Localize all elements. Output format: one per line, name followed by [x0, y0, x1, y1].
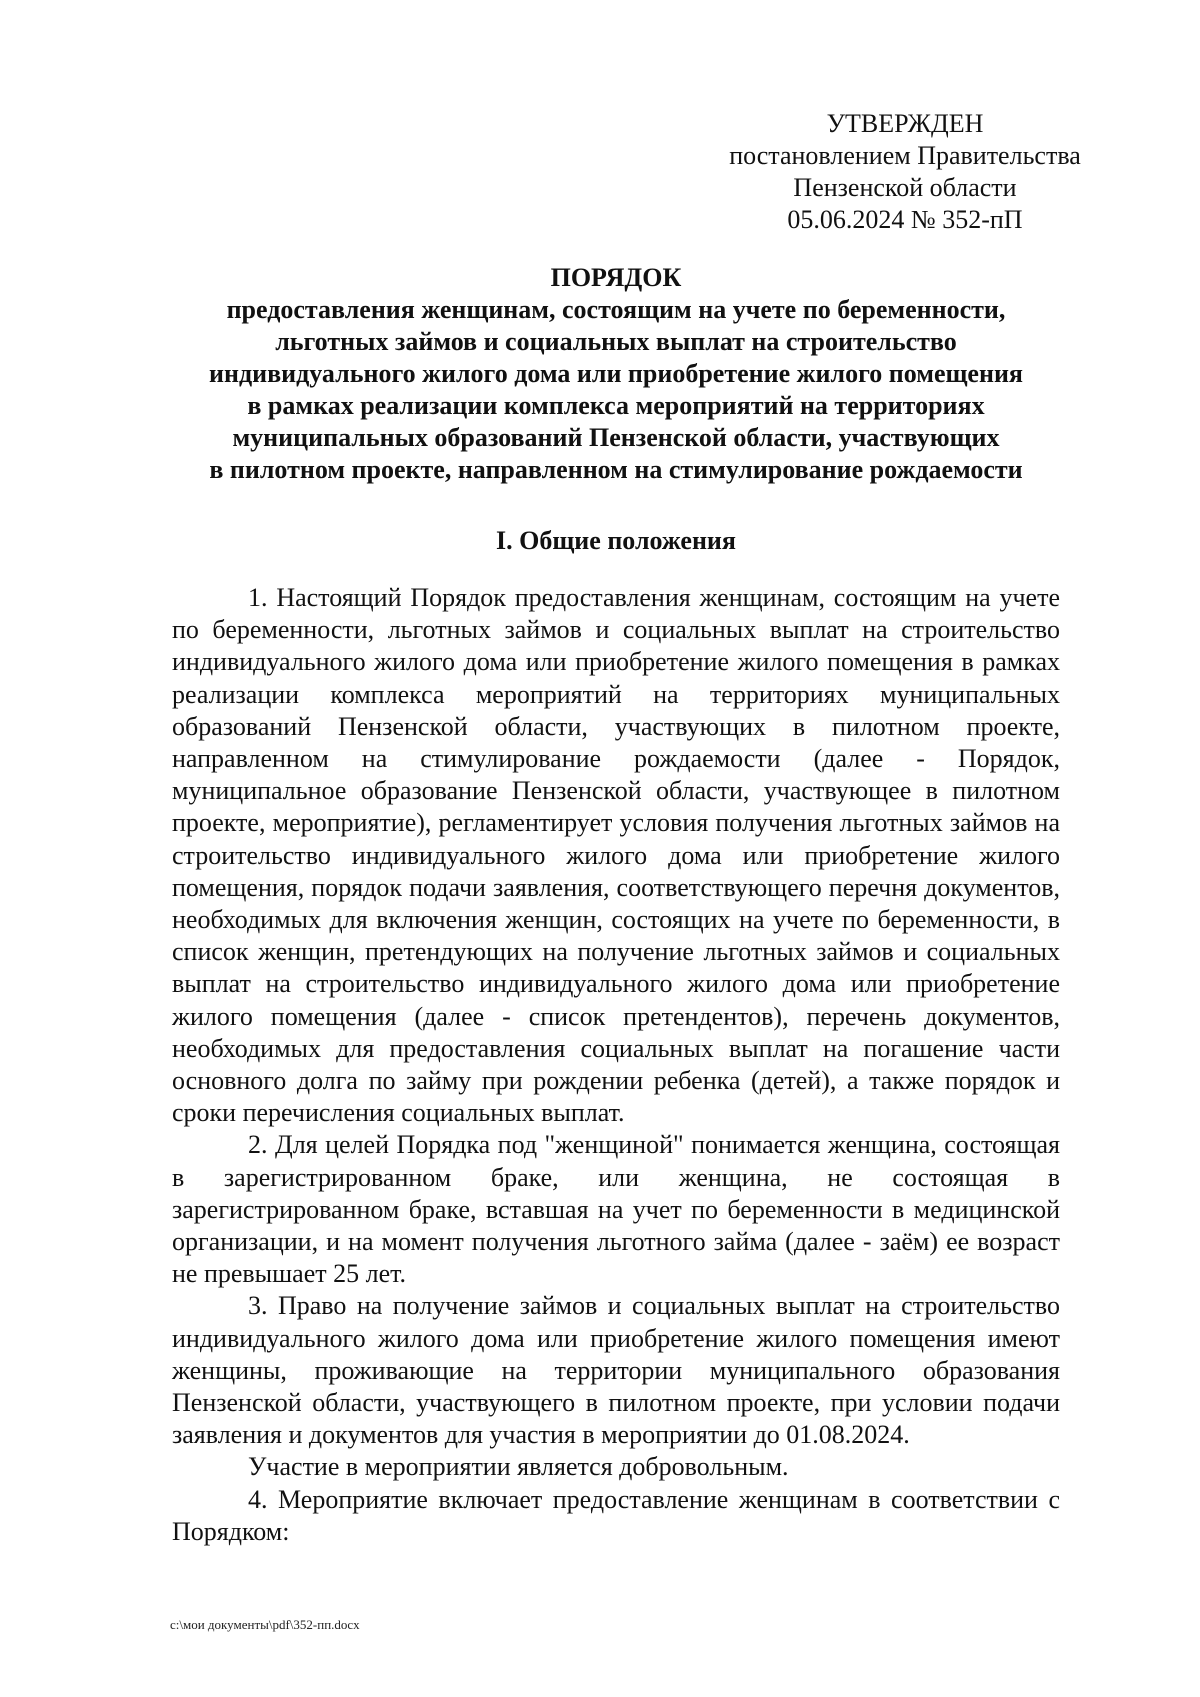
paragraph-2: 2. Для целей Порядка под "женщиной" понимается женщина, состоящая в зарегистрированном браке, или женщина, не состоящая в зарегистрированном браке, вставшая на учет по беременности в медицинской организации, и на момент получения льготного займа (далее - заём) ее возраст не превышает 25 лет. [172, 1130, 1060, 1289]
approval-label: УТВЕРЖДЕН [826, 109, 984, 138]
title-subtitle-line: льготных займов и социальных выплат на строительство [275, 327, 957, 356]
footer-file-path: c:\мои документы\pdf\352-пп.docx [170, 1617, 360, 1632]
paragraph-4: 4. Мероприятие включает предоставление женщинам в соответствии с Порядком: [172, 1484, 1060, 1546]
approval-date-number: 05.06.2024 № 352-пП [787, 205, 1023, 234]
title-subtitle-line: в пилотном проекте, направленном на стимулирование рождаемости [209, 455, 1023, 484]
paragraph-participation: Участие в мероприятии является добровольным. [248, 1452, 789, 1482]
approval-authority: постановлением Правительства [729, 141, 1081, 170]
section-heading: I. Общие положения [496, 526, 736, 555]
approval-stamp [690, 108, 1120, 236]
approval-region: Пензенской области [793, 173, 1017, 202]
title-subtitle-line: муниципальных образований Пензенской области, участвующих [232, 423, 1000, 452]
document-title [176, 262, 1056, 486]
title-subtitle-line: в рамках реализации комплекса мероприятий на территориях [247, 391, 985, 420]
title-subtitle-line: предоставления женщинам, состоящим на учете по беременности, [226, 295, 1006, 324]
title-heading: ПОРЯДОК [550, 263, 682, 292]
document-body [172, 582, 1060, 1548]
title-subtitle-line: индивидуального жилого дома или приобретение жилого помещения [208, 359, 1023, 388]
paragraph-3: 3. Право на получение займов и социальных выплат на строительство индивидуального жилого дома или приобретение жилого помещения имеют женщины, проживающие на территории муниципального образования Пензенской области, участвующего в пилотном проекте, при условии подачи заявления и документов для участия в мероприятии до 01.08.2024. [172, 1291, 1060, 1450]
paragraph-1: 1. Настоящий Порядок предоставления женщинам, состоящим на учете по беременности, льготных займов и социальных выплат на строительство индивидуального жилого дома или приобретение жилого помещения в рамках реализации комплекса мероприятий на территориях муниципальных образований Пензенской области, участвующих в пилотном проекте, направленном на стимулирование рождаемости (далее - Порядок, муниципальное образование Пензенской области, участвующее в пилотном проекте, мероприятие), регламентирует условия получения льготных займов на строительство индивидуального жилого дома или приобретение жилого помещения, порядок подачи заявления, соответствующего перечня документов, необходимых для включения женщин, состоящих на учете по беременности, в список женщин, претендующих на получение льготных займов и социальных выплат на строительство индивидуального жилого дома или приобретение жилого помещения (далее - список претендентов), перечень документов, необходимых для предоставления социальных выплат на погашение части основного долга по займу при рождении ребенка (детей), а также порядок и сроки перечисления социальных выплат. [172, 583, 1060, 1128]
